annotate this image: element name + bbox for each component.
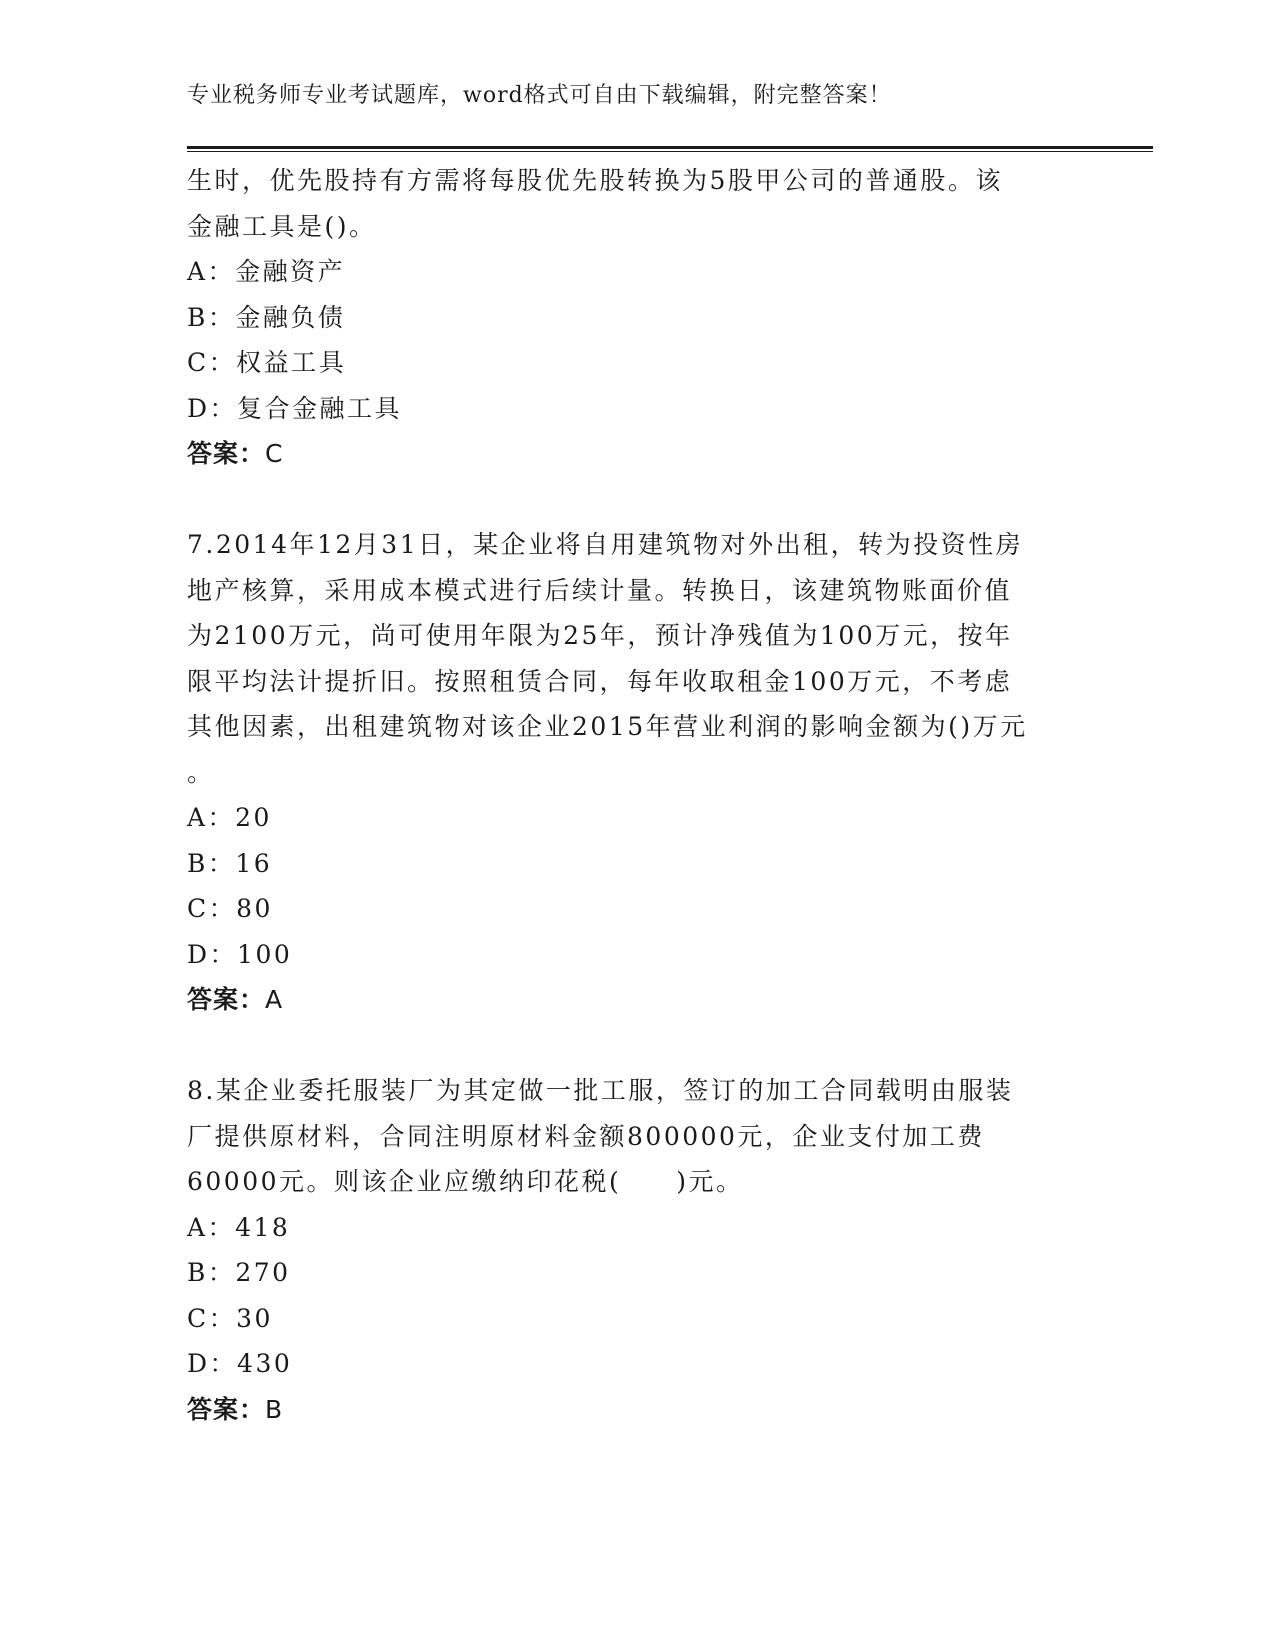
- option-text: 30: [236, 1303, 273, 1333]
- option-key: A：: [187, 803, 236, 832]
- answer-label: 答案：: [187, 439, 266, 468]
- question-content: [187, 158, 1087, 1432]
- answer-line: [187, 1387, 1087, 1433]
- option-key: C：: [187, 894, 237, 923]
- option-text: 80: [236, 894, 273, 923]
- answer-line: [187, 977, 1087, 1023]
- option-text: 100: [237, 939, 293, 969]
- option-d: [187, 386, 1087, 432]
- question-stem-line: 厂提供原材料，合同注明原材料金额800000元，企业支付加工费: [187, 1121, 985, 1151]
- option-text: 418: [235, 1212, 291, 1242]
- option-text: 金融资产: [235, 257, 346, 286]
- option-key: D：: [187, 1349, 238, 1378]
- option-c: [187, 340, 1087, 386]
- question-6: [187, 158, 1087, 477]
- header-rule-thick: [187, 146, 1153, 149]
- option-text: 复合金融工具: [237, 393, 403, 423]
- option-c: [187, 1296, 1087, 1342]
- option-text: 430: [237, 1349, 293, 1378]
- answer-value: B: [265, 1394, 284, 1424]
- question-stem-line: 60000元。则该企业应缴纳印花税( )元。: [187, 1167, 744, 1196]
- option-key: C：: [187, 1303, 237, 1333]
- question-stem-line: 金融工具是()。: [187, 211, 377, 241]
- option-key: B：: [187, 302, 236, 332]
- answer-value: C: [265, 439, 284, 468]
- option-key: B：: [187, 1258, 236, 1287]
- option-b: [187, 295, 1087, 341]
- answer-line: [187, 431, 1087, 477]
- question-stem-line: 限平均法计提折旧。按照租赁合同，每年收取租金100万元，不考虑: [187, 666, 1013, 696]
- answer-label: 答案：: [187, 985, 266, 1014]
- option-c: [187, 886, 1087, 932]
- question-stem-line: 生时，优先股持有方需将每股优先股转换为5股甲公司的普通股。该: [187, 166, 1003, 195]
- option-text: 金融负债: [235, 302, 346, 332]
- question-stem-line: 7.2014年12月31日，某企业将自用建筑物对外出租，转为投资性房: [187, 530, 1024, 559]
- option-b: [187, 1250, 1087, 1296]
- option-key: D：: [187, 393, 238, 423]
- option-d: [187, 1341, 1087, 1387]
- answer-value: A: [265, 985, 284, 1014]
- question-stem-line: 地产核算，采用成本模式进行后续计量。转换日，该建筑物账面价值: [187, 575, 1013, 605]
- option-text: 20: [235, 803, 272, 832]
- question-7: [187, 522, 1087, 1023]
- option-text: 270: [235, 1258, 291, 1287]
- page-header: 专业税务师专业考试题库，word格式可自由下载编辑，附完整答案！: [187, 83, 892, 108]
- option-key: D：: [187, 939, 238, 969]
- option-key: C：: [187, 348, 237, 377]
- option-key: A：: [187, 1212, 236, 1242]
- question-stem-line: 其他因素，出租建筑物对该企业2015年营业利润的影响金额为()万元: [187, 712, 1028, 741]
- option-b: [187, 841, 1087, 887]
- option-a: [187, 795, 1087, 841]
- option-a: [187, 249, 1087, 295]
- option-d: [187, 932, 1087, 978]
- option-key: A：: [187, 257, 236, 286]
- question-8: [187, 1068, 1087, 1432]
- header-rule-thin: [187, 151, 1153, 152]
- option-text: 16: [235, 848, 273, 878]
- question-stem-line: 为2100万元，尚可使用年限为25年，预计净残值为100万元，按年: [187, 621, 1013, 650]
- option-text: 权益工具: [236, 348, 347, 377]
- option-key: B：: [187, 848, 236, 878]
- answer-label: 答案：: [187, 1394, 266, 1424]
- question-stem-line: 8.某企业委托服装厂为其定做一批工服，签订的加工合同载明由服装: [187, 1076, 1014, 1105]
- question-stem-line: 。: [187, 757, 215, 787]
- option-a: [187, 1205, 1087, 1251]
